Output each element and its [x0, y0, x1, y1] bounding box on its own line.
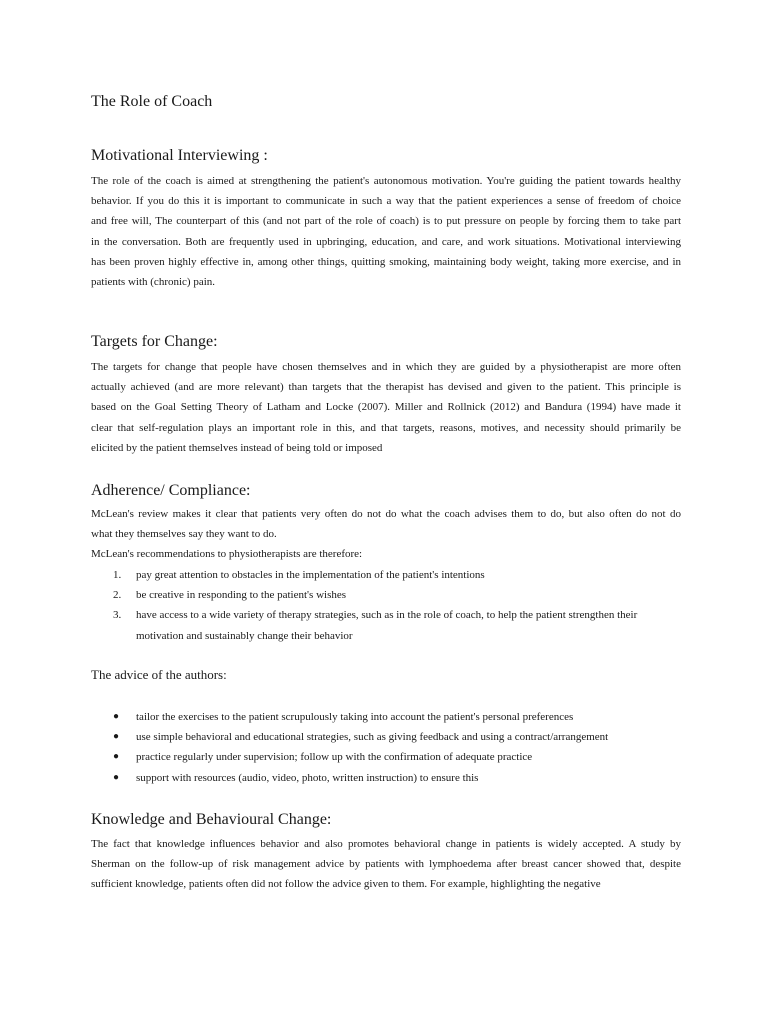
- list-item-text: use simple behavioral and educational strategies, such as giving feedback and using a contract/arrangement: [136, 731, 609, 744]
- section-heading-targets-for-change: Targets for Change:: [91, 333, 218, 350]
- list-item: [91, 605, 681, 645]
- section-heading-knowledge-behavioural-change: Knowledge and Behavioural Change:: [91, 811, 332, 828]
- list-number: 2.: [113, 589, 122, 602]
- text-line: based on the Goal Setting Theory of Latham and Locke (2007). Miller and Rollnick (2012) and Bandura (1994) have made it: [91, 401, 681, 414]
- list-item-text: tailor the exercises to the patient scrupulously taking into account the patient's personal preferences: [136, 711, 574, 723]
- text-line: patients with (chronic) pain.: [91, 276, 216, 289]
- list-item: [91, 585, 681, 605]
- paragraph-targets-for-change: [91, 357, 681, 458]
- text-line: clear that self-regulation plays an important role in this, and that targets, reasons, motives, and necessity should primarily be: [91, 421, 681, 434]
- text-line: in the conversation. Both are frequently used in upbringing, education, and care, and work situations. Motivational interviewing: [91, 235, 681, 248]
- list-item-text: be creative in responding to the patient's wishes: [136, 589, 347, 602]
- recommendations-lead-in: McLean's recommendations to physiotherapists are therefore:: [91, 548, 363, 561]
- document-title: The Role of Coach: [91, 93, 213, 110]
- list-item-text: support with resources (audio, video, photo, written instruction) to ensure this: [136, 771, 479, 784]
- list-item: [91, 747, 681, 767]
- text-line: actually achieved (and are more relevant) than targets that the therapist has devised and given to the patient. This principle is: [91, 381, 681, 394]
- text-line: The fact that knowledge influences behavior and also promotes behavioral change in patients is widely accepted. A study by: [91, 838, 681, 850]
- list-item-text: motivation and sustainably change their behavior: [136, 629, 353, 642]
- bullet-icon: ●: [113, 731, 120, 743]
- section-heading-adherence-compliance: Adherence/ Compliance:: [91, 482, 251, 499]
- list-number: 3.: [113, 609, 122, 622]
- text-line: McLean's review makes it clear that patients very often do not do what the coach advises them to do, but also often do not do: [91, 508, 681, 520]
- list-item: [91, 707, 681, 727]
- list-item: [91, 565, 681, 585]
- text-line: elicited by the patient themselves instead of being told or imposed: [91, 441, 383, 454]
- paragraph-adherence-compliance: [91, 504, 681, 565]
- text-line: has been proven highly effective in, among other things, quitting smoking, maintaining body weight, taking more exercise, and in: [91, 255, 681, 268]
- list-item-text: have access to a wide variety of therapy strategies, such as in the role of coach, to help the patient strengthen their: [136, 609, 638, 622]
- recommendations-list: [91, 565, 681, 646]
- text-line: and free will, The counterpart of this (and not part of the role of coach) is to put pressure on people by forcing them to take part: [91, 215, 681, 228]
- text-line: The targets for change that people have chosen themselves and in which they are guided by a physiotherapist are more often: [91, 361, 681, 373]
- paragraph-knowledge-behavioural-change: [91, 834, 681, 895]
- text-line: what they themselves say they want to do.: [91, 528, 277, 541]
- list-item: [91, 727, 681, 747]
- section-heading-motivational-interviewing: Motivational Interviewing :: [91, 147, 268, 164]
- list-item-text: pay great attention to obstacles in the implementation of the patient's intentions: [136, 569, 485, 581]
- list-item: [91, 768, 681, 788]
- advice-list: [91, 707, 681, 788]
- text-line: sufficient knowledge, patients often did not follow the advice given to them. For example, highlighting the negative: [91, 878, 601, 891]
- text-line: The role of the coach is aimed at strengthening the patient's autonomous motivation. You're guiding the patient towards healthy: [91, 175, 681, 187]
- list-number: 1.: [113, 569, 122, 581]
- bullet-icon: ●: [113, 771, 120, 783]
- paragraph-motivational-interviewing: [91, 171, 681, 292]
- list-item-text: practice regularly under supervision; follow up with the confirmation of adequate practice: [136, 751, 533, 764]
- bullet-icon: ●: [113, 751, 120, 763]
- text-line: Sherman on the follow-up of risk management advice by patients with lymphoedema after breast cancer showed that, despite: [91, 858, 681, 871]
- advice-heading: The advice of the authors:: [91, 667, 227, 682]
- text-line: behavior. If you do this it is important to communicate in such a way that the patient experiences a sense of freedom of choice: [91, 195, 681, 208]
- bullet-icon: ●: [113, 711, 120, 722]
